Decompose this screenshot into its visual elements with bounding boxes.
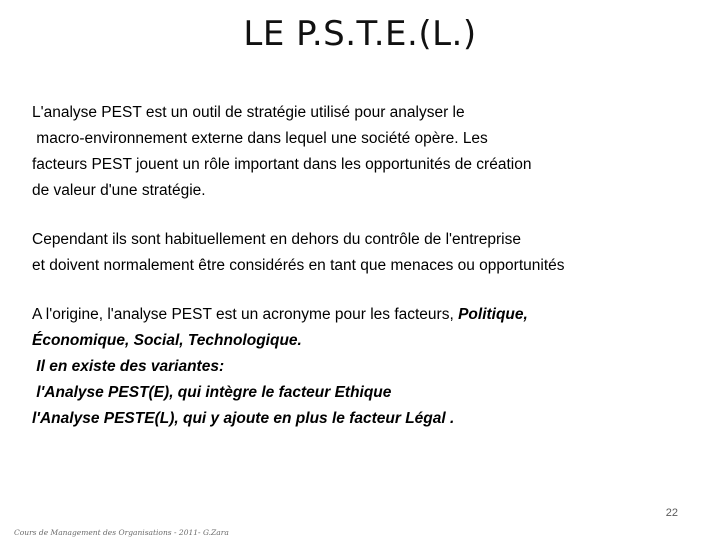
paragraph2-line: et doivent normalement être considérés en tant que menaces ou opportunités (32, 257, 565, 274)
paragraph3-line: l'Analyse PEST(E), qui intègre le facteur Ethique (32, 384, 392, 401)
paragraph1-line: L'analyse PEST est un outil de stratégie utilisé pour analyser le (32, 104, 465, 121)
paragraph2-line: Cependant ils sont habituellement en dehors du contrôle de l'entreprise (32, 231, 521, 248)
paragraph1-line: facteurs PEST jouent un rôle important dans les opportunités de création (32, 156, 532, 173)
paragraph3-line1-text: A l'origine, l'analyse PEST est un acronyme pour les facteurs, (32, 306, 459, 323)
slide-title: LE P.S.T.E.(L.) (243, 14, 477, 54)
paragraph3-line: Il en existe des variantes: (32, 358, 225, 375)
paragraph3-line: Économique, Social, Technologique. (32, 332, 302, 349)
page-number: 22 (665, 507, 678, 519)
paragraph3-line (32, 302, 692, 328)
paragraph-spacer (32, 279, 692, 302)
paragraph1-line: de valeur d'une stratégie. (32, 182, 206, 199)
paragraph3-line1-emphasis: Politique, (458, 306, 528, 323)
slide-body (32, 100, 692, 432)
paragraph-spacer (32, 204, 692, 227)
paragraph1-line: macro-environnement externe dans lequel une société opère. Les (32, 130, 488, 147)
footer-text: Cours de Management des Organisations - 2011- G.Zara (14, 528, 229, 537)
paragraph3-line: l'Analyse PESTE(L), qui y ajoute en plus le facteur Légal . (32, 410, 455, 427)
